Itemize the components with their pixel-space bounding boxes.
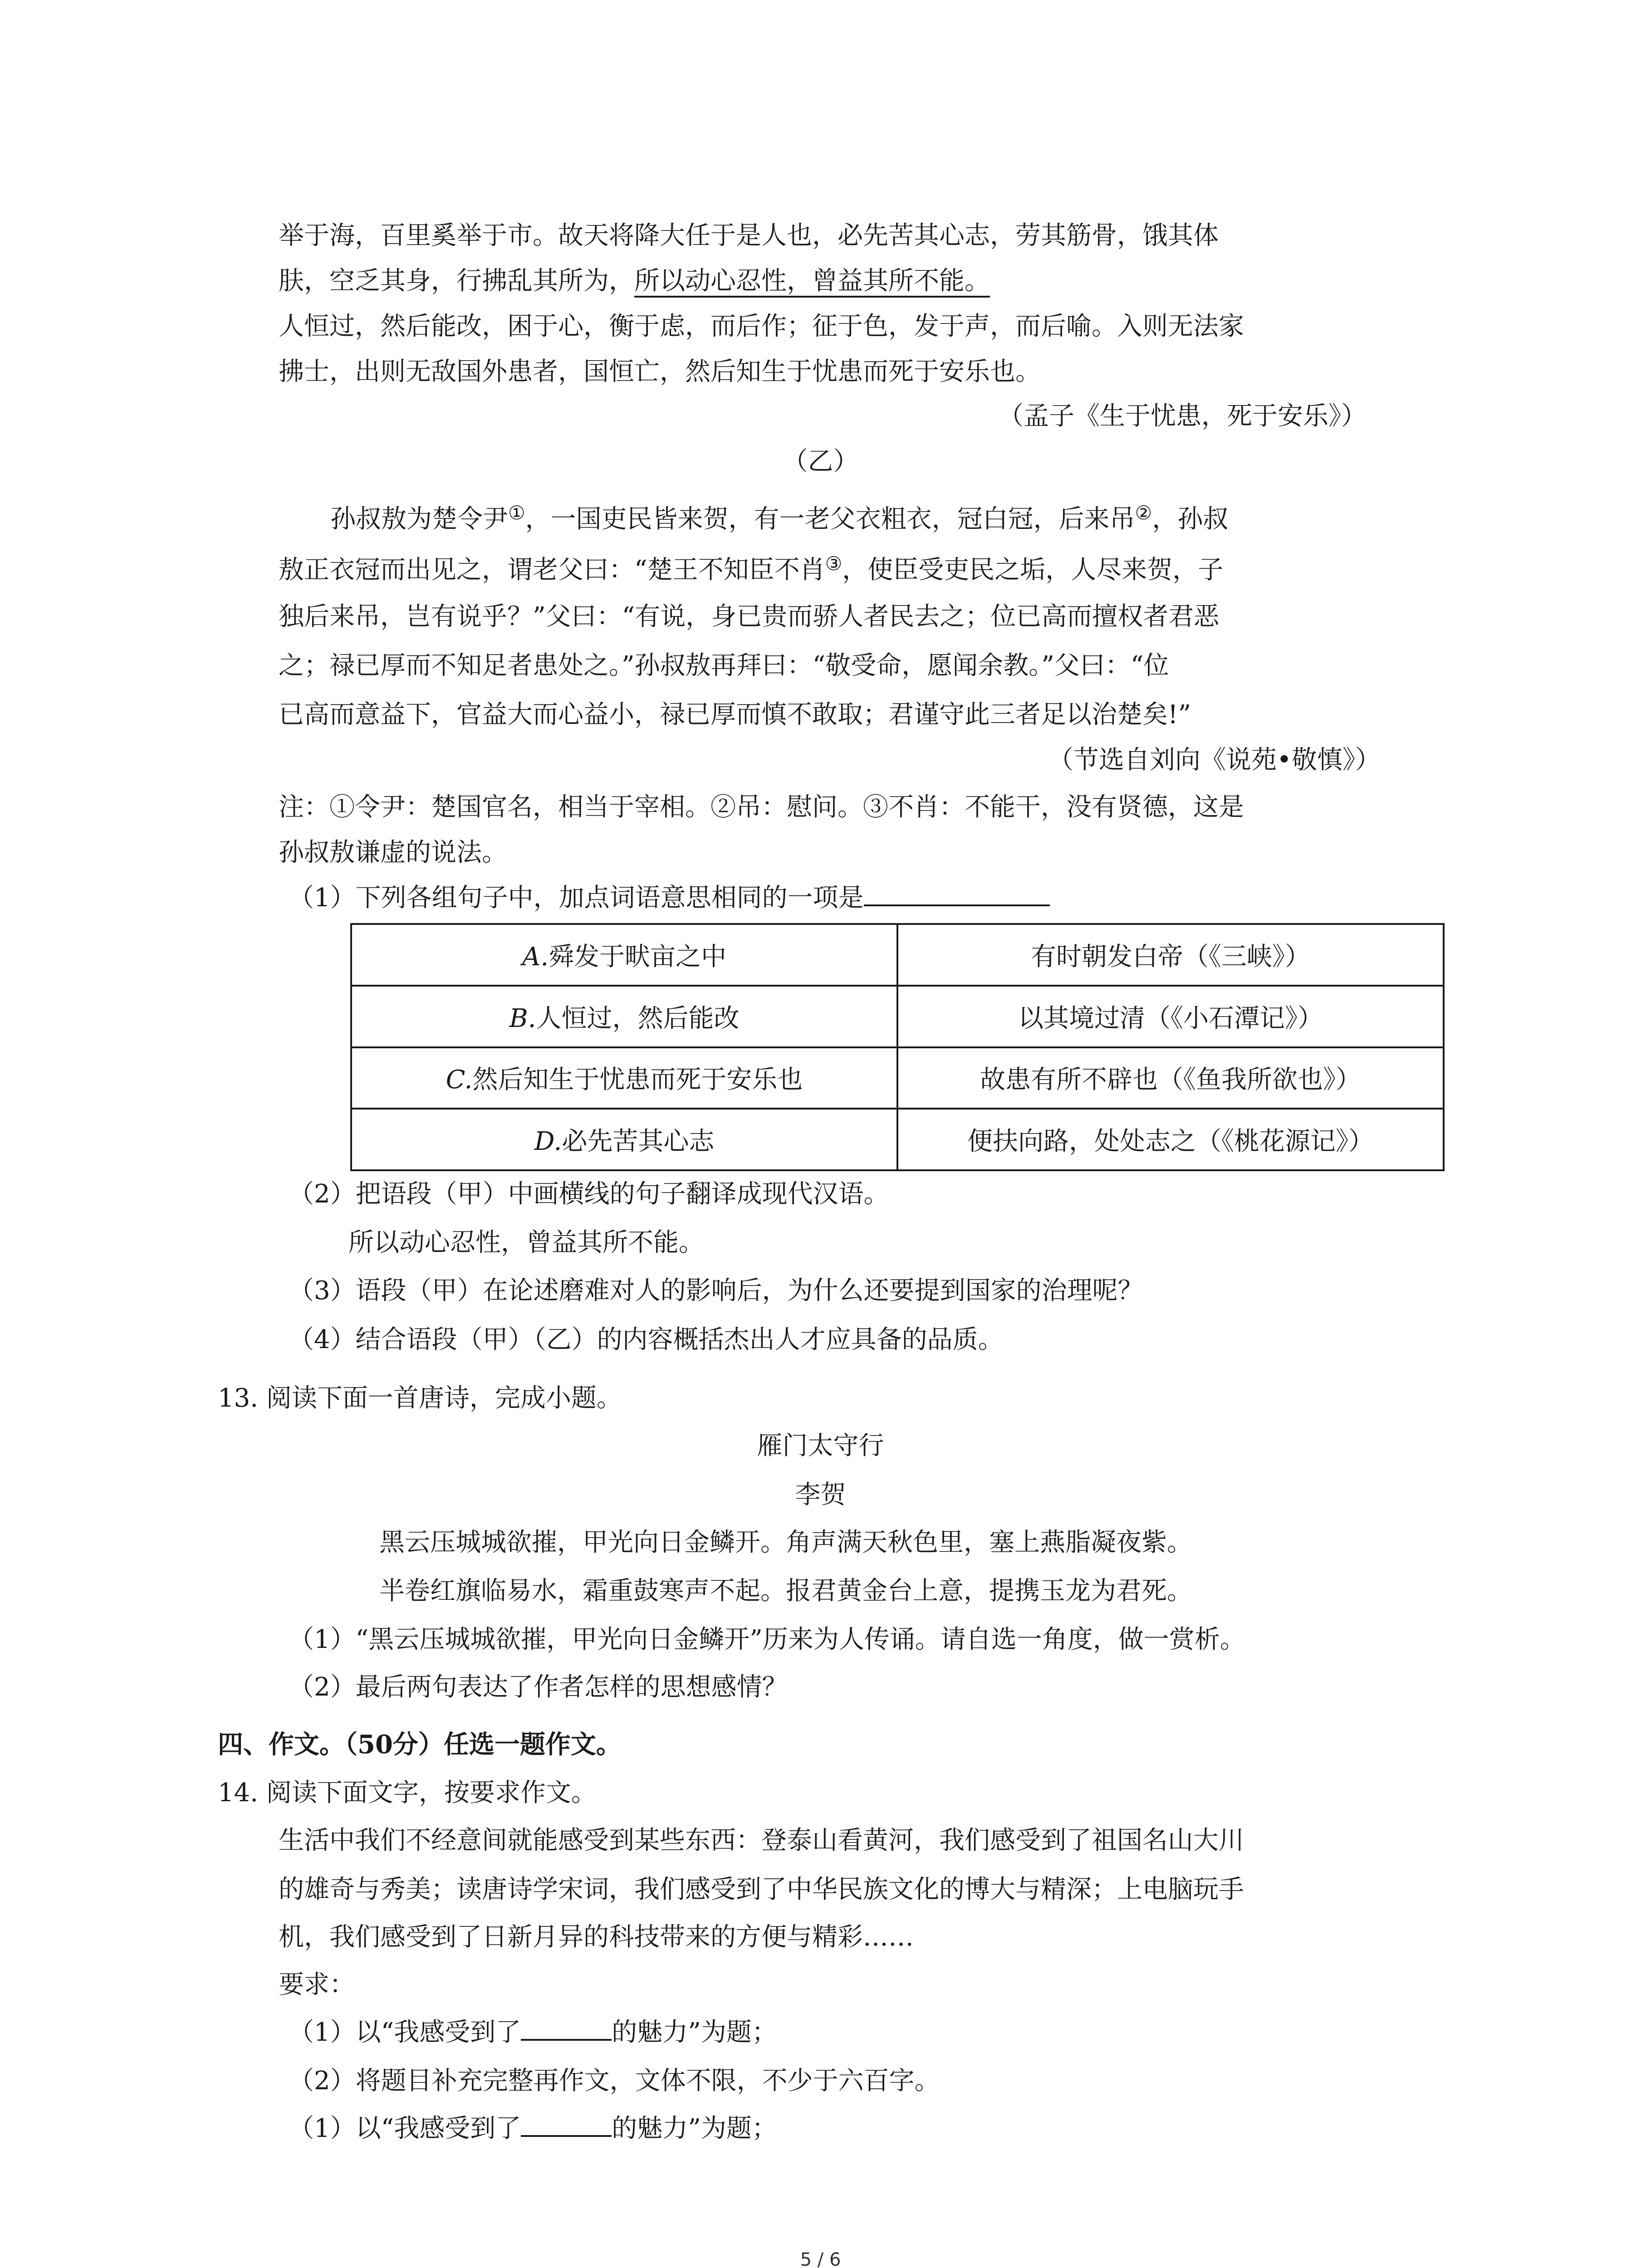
poem-line: 半卷红旗临易水，霜重鼓寒声不起。报君黄金台上意，提携玉龙为君死。	[379, 1576, 1192, 1606]
poem-title: 雁门太守行	[757, 1431, 884, 1461]
table-row	[351, 924, 1444, 986]
passage-yi-line: 独后来吊，岂有说乎？”父曰：“有说，身已贵而骄人者民去之；位已高而擅权者君恶	[279, 602, 1220, 631]
passage-yi-text: 孙叔敖为楚令尹	[330, 504, 508, 534]
option-right-cell: 有时朝发白帝（《三峡》）	[897, 924, 1444, 986]
q12-sub4: （4）结合语段（甲）（乙）的内容概括杰出人才应具备的品质。	[289, 1325, 1004, 1354]
q14-text: 的雄奇与秀美；读唐诗学宋词，我们感受到了中华民族文化的博大与精深；上电脑玩手	[279, 1875, 1244, 1904]
poem-author: 李贺	[795, 1480, 846, 1510]
table-row	[351, 986, 1444, 1047]
q13-sub1: （1）“黑云压城城欲摧，甲光向日金鳞开”历来为人传诵。请自选一角度，做一赏析。	[289, 1625, 1245, 1654]
q12-sub2-sentence: 所以动心忍性，曾益其所不能。	[348, 1228, 704, 1257]
requirements-label: 要求：	[279, 1970, 355, 1999]
requirement-text: （1）以“我感受到了	[289, 2018, 521, 2047]
underlined-sentence: 所以动心忍性，曾益其所不能。	[634, 266, 990, 296]
option-letter: A.	[522, 942, 549, 972]
option-text: 必先苦其心志	[562, 1127, 715, 1157]
title-blank[interactable]	[521, 2021, 612, 2041]
option-text: 人恒过，然后能改	[536, 1003, 740, 1033]
passage-yi-source: （节选自刘向《说苑•敬慎》）	[1048, 745, 1381, 775]
options-table	[350, 923, 1445, 1171]
option-left-cell	[351, 1047, 897, 1109]
passage-yi-text: ，一国吏民皆来贺，有一老父衣粗衣，冠白冠，后来吊	[525, 504, 1135, 534]
q14-text: 机，我们感受到了日新月异的科技带来的方便与精彩……	[279, 1922, 914, 1952]
option-text: 然后知生于忧患而死于安乐也	[472, 1065, 803, 1095]
section-heading: 四、作文。（50分）任选一题作文。	[218, 1730, 622, 1760]
option-right-cell: 故患有所不辟也（《鱼我所欲也》）	[897, 1047, 1444, 1109]
passage-yi-line	[279, 554, 1223, 583]
passage-jia-line	[279, 266, 990, 296]
footnote-line: 注：①令尹：楚国官名，相当于宰相。②吊：慰问。③不肖：不能干，没有贤德，这是	[279, 792, 1244, 822]
requirement-1	[289, 2020, 777, 2045]
answer-blank[interactable]	[864, 886, 1050, 906]
requirement-3	[289, 2116, 777, 2141]
passage-yi-text: ，使臣受吏民之垢，人尽来贺，子	[842, 555, 1224, 585]
q12-sub3: （3）语段（甲）在论述磨难对人的影响后，为什么还要提到国家的治理呢？	[289, 1276, 1143, 1305]
option-text: 舜发于畎亩之中	[549, 942, 727, 972]
q13-sub2: （2）最后两句表达了作者怎样的思想感情？	[289, 1672, 788, 1702]
passage-yi-text: 敖正衣冠而出见之，谓老父曰：“楚王不知臣不肖	[279, 555, 825, 585]
footnote-line: 孙叔敖谦虚的说法。	[279, 838, 507, 867]
q13-intro: 13. 阅读下面一首唐诗，完成小题。	[218, 1383, 622, 1413]
option-left-cell	[351, 1109, 897, 1170]
title-blank[interactable]	[521, 2117, 612, 2137]
passage-yi-line: 之；禄已厚而不知足者患处之。”孙叔敖再拜曰：“敬受命，愿闻余教。”父曰：“位	[279, 651, 1169, 680]
passage-jia-line: 拂士，出则无敌国外患者，国恒亡，然后知生于忧患而死于安乐也。	[279, 357, 1041, 386]
option-right-cell: 便扶向路，处处志之（《桃花源记》）	[897, 1109, 1444, 1170]
requirement-text: 的魅力”为题；	[612, 2114, 777, 2143]
passage-yi-line: 已高而意益下，官益大而心益小，禄已厚而慎不敢取；君谨守此三者足以治楚矣!”	[279, 700, 1191, 729]
q12-sub1	[289, 885, 1050, 911]
option-left-cell	[351, 986, 897, 1047]
table-row	[351, 1047, 1444, 1109]
q14-text: 生活中我们不经意间就能感受到某些东西：登泰山看黄河，我们感受到了祖国名山大川	[279, 1826, 1244, 1855]
passage-jia-line: 举于海，百里奚举于市。故天将降大任于是人也，必先苦其心志，劳其筋骨，饿其体	[279, 221, 1219, 250]
footnote-marker: ②	[1135, 502, 1152, 524]
question-text: （1）下列各组句子中，加点词语意思相同的一项是	[289, 883, 864, 913]
footnote-marker: ③	[825, 552, 843, 575]
poem-line: 黑云压城城欲摧，甲光向日金鳞开。角声满天秋色里，塞上燕脂凝夜紫。	[379, 1528, 1192, 1557]
passage-yi-heading: （乙）	[782, 447, 859, 476]
page-number: 5 / 6	[800, 2249, 841, 2268]
passage-jia-source: （孟子《生于忧患，死于安乐》）	[998, 401, 1367, 431]
requirement-text: 的魅力”为题；	[612, 2018, 777, 2047]
q12-sub2: （2）把语段（甲）中画横线的句子翻译成现代汉语。	[289, 1179, 889, 1209]
option-right-cell: 以其境过清（《小石潭记》）	[897, 986, 1444, 1047]
option-letter: B.	[509, 1003, 536, 1033]
passage-jia-text: 肤，空乏其身，行拂乱其所为，	[279, 266, 634, 296]
passage-yi-line	[330, 503, 1228, 532]
option-left-cell	[351, 924, 897, 986]
passage-yi-text: ，孙叔	[1152, 504, 1229, 534]
requirement-2: （2）将题目补充完整再作文，文体不限，不少于六百字。	[289, 2066, 940, 2096]
footnote-marker: ①	[508, 502, 525, 524]
requirement-text: （1）以“我感受到了	[289, 2114, 521, 2143]
q14-intro: 14. 阅读下面文字，按要求作文。	[218, 1778, 597, 1808]
table-row	[351, 1109, 1444, 1170]
passage-jia-line: 人恒过，然后能改，困于心，衡于虑，而后作；征于色，发于声，而后喻。入则无法家	[279, 312, 1244, 341]
option-letter: C.	[446, 1065, 473, 1095]
option-letter: D.	[534, 1127, 562, 1157]
